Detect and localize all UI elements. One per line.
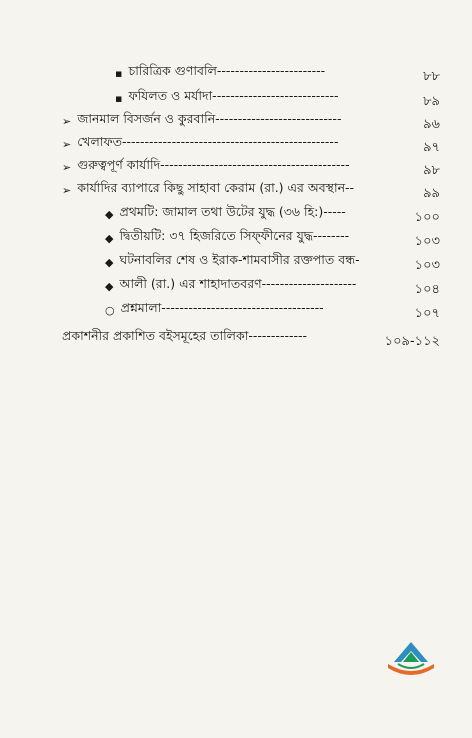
arrow-bullet-icon: ➢ bbox=[62, 160, 72, 174]
toc-entry bbox=[105, 299, 390, 321]
toc-entry bbox=[105, 251, 405, 273]
toc-page-number: ১০৩ bbox=[414, 233, 440, 249]
toc-entry bbox=[115, 87, 380, 109]
toc-entry bbox=[115, 62, 380, 84]
toc-entry-title: কার্যাদির ব্যাপারে কিছু সাহাবা কেরাম (রা.) এর অবস্থান-- bbox=[77, 180, 355, 195]
toc-entry-title: জানমাল বিসর্জন ও কুরবানি---------------------------- bbox=[77, 111, 342, 126]
toc-entry-title: ঘটনাবলির শেষ ও ইরাক-শামবাসীর রক্তপাত বন্ধ- bbox=[119, 252, 360, 267]
toc-entry-title: প্রথমটি: জামাল তথা উটের যুদ্ধ (৩৬ হি:)----- bbox=[119, 204, 346, 219]
toc-entry-title: ফযিলত ও মর্যাদা---------------------------- bbox=[128, 88, 339, 103]
toc-entry-title: চারিত্রিক গুণাবলি------------------------ bbox=[128, 63, 326, 78]
toc-entry bbox=[105, 275, 390, 297]
diamond-bullet-icon: ◆ bbox=[105, 231, 114, 245]
toc-page-number: ১০৩ bbox=[414, 257, 440, 273]
toc-page-number: ৮৮ bbox=[423, 68, 440, 84]
diamond-bullet-icon: ◆ bbox=[105, 255, 114, 269]
toc-entry bbox=[105, 203, 385, 225]
toc-entry-title: প্রকাশনীর প্রকাশিত বইসমূহের তালিকা------------- bbox=[62, 328, 308, 343]
square-bullet-icon: ▪ bbox=[115, 66, 123, 80]
toc-entry bbox=[62, 133, 377, 155]
toc-page-number: ১০৭ bbox=[414, 305, 440, 321]
toc-page-number: ১০৪ bbox=[414, 281, 440, 297]
toc-entry-title: প্রশ্নমালা------------------------------------ bbox=[120, 300, 324, 315]
circle-bullet-icon: ○ bbox=[105, 303, 115, 317]
arrow-bullet-icon: ➢ bbox=[62, 183, 72, 197]
publisher-logo-icon bbox=[384, 640, 438, 680]
toc-entry-title: আলী (রা.) এর শাহাদাতবরণ--------------------- bbox=[119, 276, 357, 291]
arrow-bullet-icon: ➢ bbox=[62, 137, 72, 151]
diamond-bullet-icon: ◆ bbox=[105, 207, 114, 221]
toc-entry-title: খেলাফত------------------------------------------------ bbox=[77, 134, 339, 149]
toc-page-number: ৯৬ bbox=[423, 116, 440, 132]
square-bullet-icon: ▪ bbox=[115, 91, 123, 105]
toc-page-number: ৯৭ bbox=[423, 139, 440, 155]
toc-page-number: ৮৯ bbox=[423, 93, 440, 109]
toc-entry-title: গুরুত্বপূর্ণ কার্যাদি------------------------------------------ bbox=[77, 157, 350, 172]
toc-entry bbox=[62, 110, 377, 132]
toc-page-number: ৯৮ bbox=[423, 162, 440, 178]
diamond-bullet-icon: ◆ bbox=[105, 279, 114, 293]
toc-page-number: ১০৯-১১২ bbox=[384, 333, 440, 349]
toc-entry bbox=[62, 327, 362, 349]
toc-entry bbox=[62, 156, 377, 178]
toc-entry-title: দ্বিতীয়টি: ৩৭ হিজরিতে সিফ্ফীনের যুদ্ধ-------- bbox=[119, 228, 350, 243]
toc-entry bbox=[62, 179, 402, 201]
arrow-bullet-icon: ➢ bbox=[62, 114, 72, 128]
toc-page-number: ১০০ bbox=[414, 209, 440, 225]
toc-page-number: ৯৯ bbox=[423, 185, 440, 201]
toc-entry bbox=[105, 227, 390, 249]
